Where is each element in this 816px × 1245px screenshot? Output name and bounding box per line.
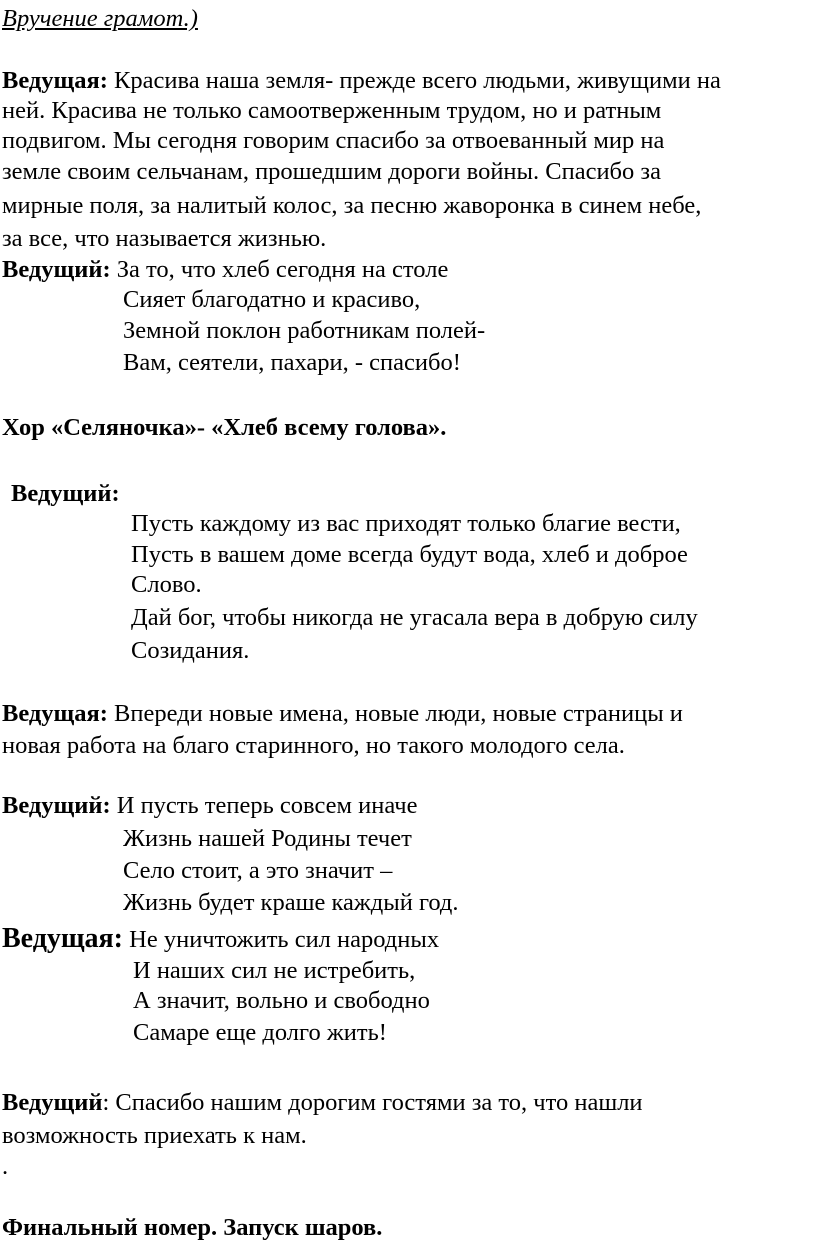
- speaker-label: Ведущий:: [2, 256, 111, 283]
- poem-line: Вам, сеятели, пахари, - спасибо!: [123, 349, 461, 376]
- stray-dot: .: [2, 1153, 9, 1180]
- poem-line: [2, 924, 439, 955]
- poem-line: Пусть в вашем доме всегда будут вода, хлеб и доброе: [131, 541, 688, 568]
- text: Красива наша земля- прежде всего людьми, живущими на: [114, 67, 721, 94]
- poem-line: Земной поклон работникам полей-: [123, 317, 486, 344]
- poem-line: [2, 791, 417, 821]
- paragraph-line: мирные поля, за налитый колос, за песню жаворонка в синем небе,: [2, 192, 702, 219]
- poem-line: [2, 255, 448, 285]
- paragraph-line: [2, 699, 683, 729]
- speaker-label: Ведущая:: [2, 700, 108, 727]
- speaker-label: Ведущий:: [2, 792, 111, 819]
- text: Не уничтожить сил народных: [129, 926, 440, 953]
- speaker-label: Ведущий:: [11, 480, 120, 507]
- speaker-label: Ведущий: [2, 1089, 103, 1116]
- paragraph-line: подвигом. Мы сегодня говорим спасибо за отвоеванный мир на: [2, 127, 665, 154]
- paragraph-line: [2, 66, 721, 96]
- finale-title: Финальный номер. Запуск шаров.: [2, 1214, 383, 1241]
- poem-line: Пусть каждому из вас приходят только благие вести,: [131, 510, 681, 537]
- text: Впереди новые имена, новые люди, новые страницы и: [114, 700, 683, 727]
- poem-line: Село стоит, а это значит –: [123, 857, 393, 884]
- text: : Спасибо нашим дорогим гостями за то, что нашли: [102, 1089, 643, 1116]
- section-heading: Вручение грамот.): [2, 5, 198, 32]
- paragraph-line: за все, что называется жизнью.: [2, 225, 327, 252]
- poem-line: Жизнь нашей Родины течет: [123, 825, 412, 852]
- poem-line: Дай бог, чтобы никогда не угасала вера в добрую силу: [131, 604, 698, 631]
- poem-line: Жизнь будет краше каждый год.: [123, 889, 459, 916]
- speaker-label: Ведущая:: [2, 67, 108, 94]
- paragraph-line: новая работа на благо старинного, но такого молодого села.: [2, 732, 625, 759]
- poem-line: А значит, вольно и свободно: [133, 987, 430, 1014]
- paragraph-line: земле своим сельчанам, прошедшим дороги войны. Спасибо за: [2, 158, 661, 185]
- text: И пусть теперь совсем иначе: [116, 792, 418, 819]
- poem-line: Слово.: [131, 571, 202, 598]
- poem-line: И наших сил не истребить,: [133, 957, 416, 984]
- performance-title: Хор «Селяночка»- «Хлеб всему голова».: [2, 414, 447, 441]
- poem-line: Самаре еще долго жить!: [133, 1019, 387, 1046]
- text: За то, что хлеб сегодня на столе: [116, 256, 449, 283]
- speaker-label: Ведущая:: [2, 923, 124, 954]
- paragraph-line: ней. Красива не только самоотверженным трудом, но и ратным: [2, 97, 662, 124]
- paragraph-line: [2, 1088, 643, 1118]
- paragraph-line: возможность приехать к нам.: [2, 1122, 307, 1149]
- poem-line: Сияет благодатно и красиво,: [123, 286, 421, 313]
- poem-line: Созидания.: [131, 637, 250, 664]
